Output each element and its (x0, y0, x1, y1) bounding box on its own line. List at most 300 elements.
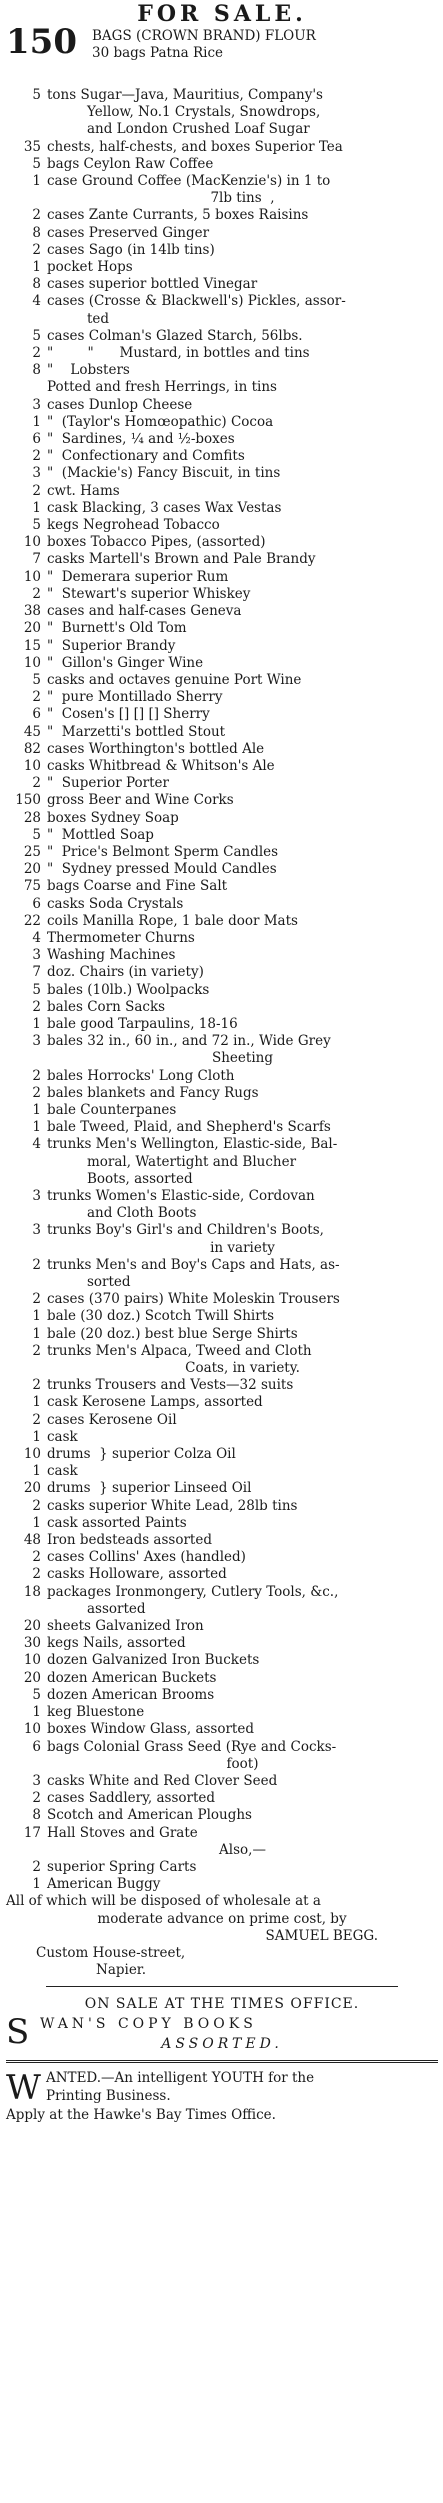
list-item (6, 947, 438, 964)
item-description: Hall Stoves and Grate (47, 1824, 198, 1841)
item-quantity: 2 (32, 1291, 41, 1308)
list-item (6, 999, 438, 1016)
item-quantity: 6 (32, 895, 41, 912)
closing-line-1: All of which will be disposed of wholesale at a (6, 1893, 321, 1910)
list-item (6, 293, 438, 310)
item-quantity: 2 (32, 345, 41, 362)
item-quantity: 5 (32, 155, 41, 172)
item-description: coils Manilla Rope, 1 bale door Mats (47, 912, 298, 929)
list-item (6, 121, 438, 138)
divider (46, 1986, 398, 1987)
item-description: pocket Hops (47, 259, 133, 276)
list-item (6, 861, 438, 878)
flour-quantity: 150 (6, 22, 77, 62)
list-item (6, 242, 438, 259)
item-description: cases (370 pairs) White Moleskin Trousers (47, 1291, 340, 1308)
list-item (6, 1119, 438, 1136)
item-quantity: 5 (32, 826, 41, 843)
item-quantity: 3 (32, 1188, 41, 1204)
list-item (6, 1532, 438, 1549)
item-quantity: 1 (32, 1325, 41, 1342)
list-item (6, 1704, 438, 1721)
list-item (6, 689, 438, 706)
item-description: kegs Negrohead Tobacco (47, 517, 220, 534)
list-item (6, 1859, 438, 1876)
item-description: bags Colonial Grass Seed (Rye and Cocks- (47, 1738, 337, 1755)
list-item (6, 500, 438, 517)
list-item (6, 1343, 438, 1360)
item-description: sheets Galvanized Iron (47, 1618, 204, 1635)
item-description: casks Martell's Brown and Pale Brandy (47, 551, 316, 568)
item-description: cases and half-cases Geneva (47, 603, 242, 620)
item-quantity: 5 (32, 1686, 41, 1703)
list-item (6, 465, 438, 482)
item-quantity: 3 (32, 465, 41, 482)
item-quantity: 7 (32, 964, 41, 981)
item-description: American Buggy (47, 1876, 161, 1893)
item-quantity: 25 (23, 843, 41, 860)
item-description: " Price's Belmont Sperm Candles (47, 843, 279, 860)
item-quantity: 1 (32, 1876, 41, 1893)
list-item (6, 1601, 438, 1618)
item-quantity: 2 (32, 1256, 41, 1273)
item-quantity: 1 (32, 1428, 41, 1445)
item-description: doz. Chairs (in variety) (47, 964, 204, 981)
item-description: " Confectionary and Comfits (47, 448, 245, 465)
item-quantity: 2 (32, 689, 41, 706)
item-description: trunks Trousers and Vests—32 suits (47, 1377, 294, 1394)
item-quantity: 2 (32, 207, 41, 224)
list-item (6, 1308, 438, 1325)
list-item (6, 156, 438, 173)
item-quantity: 8 (32, 276, 41, 293)
item-description: casks Soda Crystals (47, 895, 184, 912)
closing-block (6, 1893, 438, 1979)
item-description: " Lobsters (47, 362, 130, 379)
item-description: bale (30 doz.) Scotch Twill Shirts (47, 1308, 275, 1325)
item-description: " (Taylor's Homœopathic) Cocoa (47, 413, 274, 430)
item-description: cases Kerosene Oil (47, 1411, 177, 1428)
list-item (6, 431, 438, 448)
list-item (6, 1050, 438, 1067)
item-quantity: 2 (32, 1566, 41, 1583)
item-description: bags Ceylon Raw Coffee (47, 155, 214, 172)
item-description: " (Mackie's) Fancy Biscuit, in tins (47, 465, 281, 482)
item-description: cases Colman's Glazed Starch, 56lbs. (47, 327, 303, 344)
wanted-ad (6, 2069, 438, 2129)
item-description: cases Dunlop Cheese (47, 396, 193, 413)
rice-description: 30 bags Patna Rice (92, 45, 224, 61)
item-description: Boots, assorted (87, 1170, 193, 1187)
item-description: Also,— (219, 1841, 266, 1858)
item-description: dozen Galvanized Iron Buckets (47, 1652, 260, 1669)
list-item (6, 1205, 438, 1222)
divider-double (6, 2060, 438, 2063)
item-quantity: 1 (32, 259, 41, 276)
list-item (6, 655, 438, 672)
list-item (6, 551, 438, 568)
item-description: drums } superior Colza Oil (47, 1446, 236, 1463)
item-description: and Cloth Boots (87, 1205, 197, 1222)
item-quantity: 20 (23, 861, 41, 878)
item-quantity: 2 (32, 241, 41, 258)
list-item (6, 1033, 438, 1050)
list-item (6, 1876, 438, 1893)
item-description: boxes Sydney Soap (47, 809, 179, 826)
item-description: boxes Window Glass, assorted (47, 1721, 254, 1738)
swan-copybooks-ad (6, 2014, 438, 2054)
item-quantity: 1 (32, 499, 41, 516)
item-description: dozen American Brooms (47, 1686, 215, 1703)
item-quantity: 30 (23, 1635, 41, 1652)
list-item (6, 1257, 438, 1274)
item-description: cases Collins' Axes (handled) (47, 1549, 246, 1566)
item-list (6, 87, 438, 1893)
item-quantity: 1 (32, 1101, 41, 1118)
item-quantity: 6 (32, 431, 41, 448)
list-item (6, 1721, 438, 1738)
item-description: cases (Crosse & Blackwell's) Pickles, assor- (47, 293, 346, 310)
address-line-1: Custom House-street, (36, 1944, 186, 1961)
item-quantity: 5 (32, 671, 41, 688)
item-description: bale good Tarpaulins, 18-16 (47, 1015, 238, 1032)
list-item (6, 207, 438, 224)
times-office-notice: ON SALE AT THE TIMES OFFICE. (84, 1996, 360, 2013)
list-item (6, 1222, 438, 1239)
item-description: " Sydney pressed Mould Candles (47, 861, 277, 878)
item-description: " pure Montillado Sherry (47, 689, 223, 706)
item-description: Iron bedsteads assorted (47, 1532, 212, 1549)
item-description: bales (10lb.) Woolpacks (47, 981, 210, 998)
item-quantity: 8 (32, 224, 41, 241)
item-description: casks and octaves genuine Port Wine (47, 671, 302, 688)
list-item (6, 225, 438, 242)
item-description: chests, half-chests, and boxes Superior Tea (47, 138, 343, 155)
list-item (6, 1635, 438, 1652)
item-description: sorted (87, 1274, 131, 1291)
item-quantity: 1 (32, 1514, 41, 1531)
item-description: cases Saddlery, assorted (47, 1790, 216, 1807)
list-item (6, 724, 438, 741)
item-description: bale Counterpanes (47, 1101, 177, 1118)
item-quantity: 2 (32, 1377, 41, 1394)
wanted-line-2: Printing Business. (46, 2088, 171, 2105)
item-description: cask (47, 1428, 78, 1445)
item-quantity: 18 (23, 1583, 41, 1600)
drop-cap-w: W (6, 2068, 41, 2109)
item-description: bales blankets and Fancy Rugs (47, 1084, 259, 1101)
swan-line-2: ASSORTED. (161, 2036, 283, 2053)
item-description: " Superior Porter (47, 775, 169, 792)
item-description: in variety (210, 1239, 275, 1256)
item-description: cask Blacking, 3 cases Wax Vestas (47, 499, 282, 516)
list-item (6, 1377, 438, 1394)
list-item (6, 620, 438, 637)
item-quantity: 82 (23, 740, 41, 757)
item-description: trunks Men's and Boy's Caps and Hats, as- (47, 1256, 340, 1273)
list-item (6, 758, 438, 775)
item-description: Sheeting (211, 1050, 273, 1067)
list-item (6, 741, 438, 758)
item-quantity: 2 (32, 1067, 41, 1084)
item-description: kegs Nails, assorted (47, 1635, 186, 1652)
item-quantity: 3 (32, 1033, 41, 1050)
item-description: cask (47, 1463, 78, 1480)
item-quantity: 5 (32, 517, 41, 534)
list-item (6, 1171, 438, 1188)
list-item (6, 397, 438, 414)
list-item (6, 1670, 438, 1687)
item-description: case Ground Coffee (MacKenzie's) in 1 to (47, 173, 331, 190)
list-item (6, 930, 438, 947)
item-description: " Mottled Soap (47, 826, 154, 843)
signature: SAMUEL BEGG. (265, 1927, 378, 1944)
list-item (6, 276, 438, 293)
list-item (6, 1102, 438, 1119)
list-item (6, 483, 438, 500)
flour-line (6, 22, 438, 87)
item-description: cases superior bottled Vinegar (47, 276, 258, 293)
list-item (6, 1394, 438, 1411)
list-item (6, 1154, 438, 1171)
item-quantity: 6 (32, 706, 41, 723)
item-description: cases Sago (in 14lb tins) (47, 241, 215, 258)
item-quantity: 45 (23, 723, 41, 740)
list-item (6, 1566, 438, 1583)
item-quantity: 10 (23, 757, 41, 774)
list-item (6, 1412, 438, 1429)
swan-line-1: WAN'S COPY BOOKS (40, 2016, 257, 2033)
item-description: bales 32 in., 60 in., and 72 in., Wide Grey (47, 1033, 331, 1050)
list-item (6, 1429, 438, 1446)
item-description: trunks Women's Elastic-side, Cordovan (47, 1188, 315, 1204)
item-quantity: 1 (32, 413, 41, 430)
item-description: trunks Men's Alpaca, Tweed and Cloth (47, 1342, 312, 1359)
item-quantity: 10 (23, 534, 41, 551)
item-quantity: 20 (23, 620, 41, 637)
list-item (6, 259, 438, 276)
item-description: cases Zante Currants, 5 boxes Raisins (47, 207, 309, 224)
list-item (6, 1618, 438, 1635)
list-item (6, 1790, 438, 1807)
item-quantity: 8 (32, 1807, 41, 1824)
item-description: tons Sugar—Java, Mauritius, Company's (47, 87, 323, 103)
item-quantity: 4 (32, 293, 41, 310)
item-quantity: 17 (23, 1824, 41, 1841)
item-description: casks Whitbread & Whitson's Ale (47, 757, 275, 774)
list-item (6, 1652, 438, 1669)
item-description: gross Beer and Wine Corks (47, 792, 234, 809)
item-description: " Cosen's [] [] [] Sherry (47, 706, 210, 723)
list-item (6, 878, 438, 895)
item-quantity: 8 (32, 362, 41, 379)
item-description: Thermometer Churns (47, 929, 195, 946)
list-item (6, 1687, 438, 1704)
item-quantity: 3 (32, 396, 41, 413)
item-description: " Superior Brandy (47, 637, 176, 654)
list-item (6, 328, 438, 345)
item-description: Coats, in variety. (185, 1360, 300, 1377)
item-quantity: 10 (23, 568, 41, 585)
list-item (6, 1360, 438, 1377)
item-quantity: 2 (32, 482, 41, 499)
item-quantity: 2 (32, 775, 41, 792)
item-description: moral, Watertight and Blucher (87, 1153, 297, 1170)
list-item (6, 1136, 438, 1153)
item-quantity: 1 (32, 173, 41, 190)
list-item (6, 1085, 438, 1102)
item-description: Yellow, No.1 Crystals, Snowdrops, (87, 104, 321, 121)
list-item (6, 775, 438, 792)
item-quantity: 10 (23, 654, 41, 671)
item-quantity: 2 (32, 1858, 41, 1875)
item-quantity: 2 (32, 448, 41, 465)
item-description: drums } superior Linseed Oil (47, 1480, 252, 1497)
item-quantity: 5 (32, 981, 41, 998)
list-item (6, 982, 438, 999)
item-quantity: 2 (32, 998, 41, 1015)
item-quantity: 20 (23, 1618, 41, 1635)
item-description: trunks Boy's Girl's and Children's Boots, (47, 1222, 324, 1239)
list-item (6, 1825, 438, 1842)
item-quantity: 6 (32, 1738, 41, 1755)
wanted-line-1: ANTED.—An intelligent YOUTH for the (46, 2070, 315, 2087)
list-item (6, 104, 438, 121)
item-description: cases Preserved Ginger (47, 224, 210, 241)
list-item (6, 379, 438, 396)
list-item (6, 362, 438, 379)
item-quantity: 1 (32, 1394, 41, 1411)
item-description: assorted (87, 1600, 146, 1617)
list-item (6, 896, 438, 913)
list-item (6, 1584, 438, 1601)
item-description: " Marzetti's bottled Stout (47, 723, 226, 740)
item-quantity: 2 (32, 1497, 41, 1514)
item-quantity: 28 (23, 809, 41, 826)
item-quantity: 2 (32, 1549, 41, 1566)
item-quantity: 38 (23, 603, 41, 620)
flour-description: BAGS (CROWN BRAND) FLOUR (92, 28, 316, 44)
item-description: cask Kerosene Lamps, assorted (47, 1394, 263, 1411)
item-description: packages Ironmongery, Cutlery Tools, &c., (47, 1583, 339, 1600)
item-description: and London Crushed Loaf Sugar (87, 121, 310, 138)
list-item (6, 706, 438, 723)
wanted-line-3: Apply at the Hawke's Bay Times Office. (6, 2107, 276, 2124)
list-item (6, 414, 438, 431)
item-description: dozen American Buckets (47, 1669, 217, 1686)
list-item (6, 1480, 438, 1497)
item-quantity: 10 (23, 1721, 41, 1738)
item-quantity: 10 (23, 1652, 41, 1669)
address-line-2: Napier. (96, 1962, 147, 1979)
list-item (6, 672, 438, 689)
list-item (6, 1016, 438, 1033)
list-item (6, 827, 438, 844)
list-item (6, 448, 438, 465)
drop-cap-s: S (6, 2012, 34, 2053)
item-description: foot) (226, 1755, 259, 1772)
list-item (6, 1756, 438, 1773)
list-item (6, 792, 438, 809)
list-item (6, 1188, 438, 1205)
list-item (6, 1291, 438, 1308)
item-quantity: 22 (23, 912, 41, 929)
item-description: trunks Men's Wellington, Elastic-side, Bal- (47, 1136, 338, 1153)
list-item (6, 534, 438, 551)
list-item (6, 1515, 438, 1532)
item-quantity: 3 (32, 947, 41, 964)
item-quantity: 4 (32, 929, 41, 946)
list-item (6, 1240, 438, 1257)
item-description: casks White and Red Clover Seed (47, 1772, 278, 1789)
item-description: " Sardines, ¼ and ½-boxes (47, 431, 235, 448)
item-quantity: 150 (15, 792, 41, 809)
item-description: bales Corn Sacks (47, 998, 166, 1015)
item-quantity: 7 (32, 551, 41, 568)
list-item (6, 1274, 438, 1291)
item-quantity: 20 (23, 1480, 41, 1497)
item-description: Scotch and American Ploughs (47, 1807, 252, 1824)
list-item (6, 913, 438, 930)
item-description: " Burnett's Old Tom (47, 620, 187, 637)
item-quantity: 75 (23, 878, 41, 895)
item-description: cask assorted Paints (47, 1514, 187, 1531)
list-item (6, 638, 438, 655)
item-description: Potted and fresh Herrings, in tins (47, 379, 277, 396)
item-description: 7lb tins , (210, 190, 275, 207)
item-quantity: 15 (23, 637, 41, 654)
item-quantity: 10 (23, 1446, 41, 1463)
item-description: boxes Tobacco Pipes, (assorted) (47, 534, 266, 551)
item-description: " Stewart's superior Whiskey (47, 585, 251, 602)
item-quantity: 3 (32, 1772, 41, 1789)
list-item (6, 1739, 438, 1756)
item-description: cases Worthington's bottled Ale (47, 740, 265, 757)
item-description: bags Coarse and Fine Salt (47, 878, 228, 895)
item-description: casks Holloware, assorted (47, 1566, 227, 1583)
item-quantity: 1 (32, 1308, 41, 1325)
item-quantity: 2 (32, 1342, 41, 1359)
list-item (6, 311, 438, 328)
item-quantity: 35 (23, 138, 41, 155)
item-quantity: 3 (32, 1222, 41, 1239)
item-description: " Demerara superior Rum (47, 568, 229, 585)
item-description: cwt. Hams (47, 482, 120, 499)
item-description: ted (87, 310, 110, 327)
list-item (6, 1446, 438, 1463)
list-item (6, 586, 438, 603)
list-item (6, 810, 438, 827)
list-item (6, 139, 438, 156)
list-item (6, 1463, 438, 1480)
list-item (6, 964, 438, 981)
item-description: bales Horrocks' Long Cloth (47, 1067, 235, 1084)
list-item (6, 1807, 438, 1824)
item-description: Washing Machines (47, 947, 176, 964)
item-description: casks superior White Lead, 28lb tins (47, 1497, 298, 1514)
item-description: " " Mustard, in bottles and tins (47, 345, 310, 362)
item-quantity: 1 (32, 1015, 41, 1032)
item-quantity: 1 (32, 1704, 41, 1721)
item-quantity: 48 (23, 1532, 41, 1549)
list-item (6, 1326, 438, 1343)
list-item (6, 190, 438, 207)
list-item (6, 1842, 438, 1859)
item-quantity: 2 (32, 1084, 41, 1101)
closing-line-2: moderate advance on prime cost, by (97, 1910, 347, 1927)
list-item (6, 345, 438, 362)
list-item (6, 173, 438, 190)
